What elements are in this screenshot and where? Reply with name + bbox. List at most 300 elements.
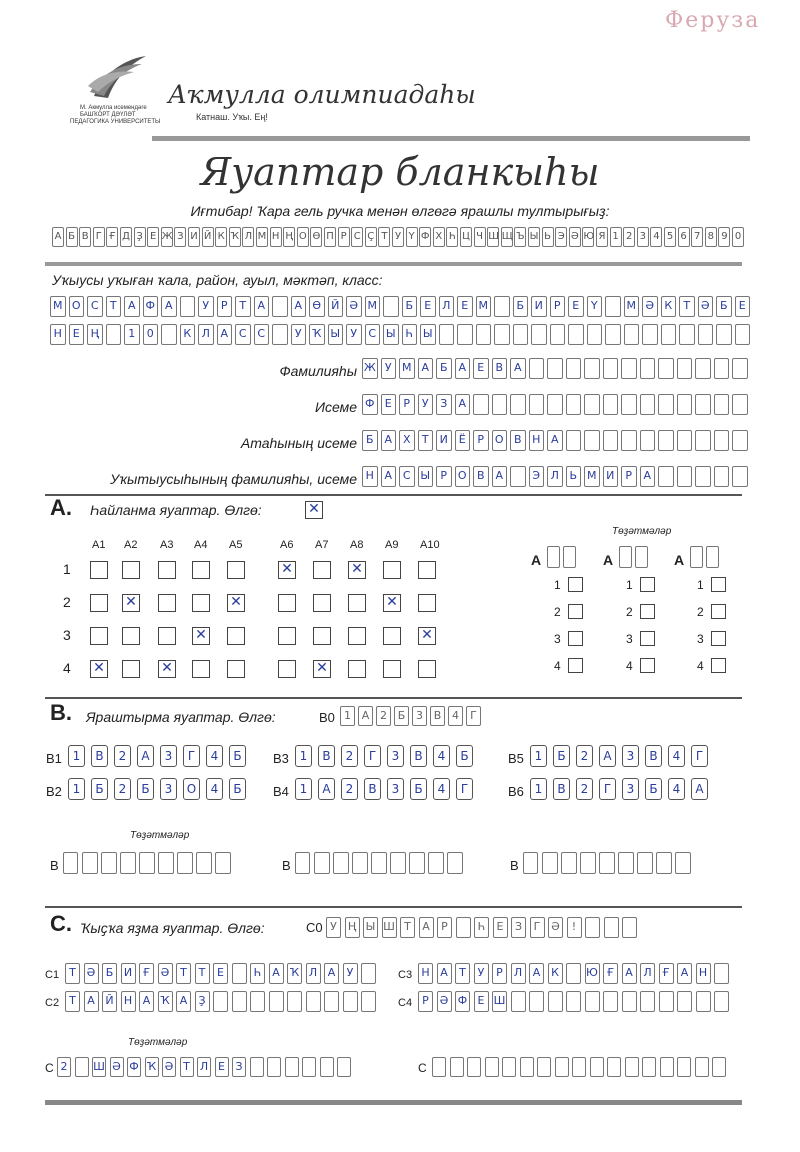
field-cell[interactable]: Ё (455, 430, 471, 451)
school-cell[interactable] (568, 324, 584, 345)
short-answer-cell[interactable] (287, 991, 302, 1012)
match-cell[interactable]: Б (137, 778, 154, 800)
short-answer-cell[interactable]: Т (455, 963, 470, 984)
school-cell[interactable]: С (235, 324, 251, 345)
match-cell[interactable]: Г (183, 745, 200, 767)
field-cell[interactable] (658, 430, 674, 451)
correction-cell[interactable] (158, 852, 174, 874)
short-answer-cell[interactable] (269, 991, 284, 1012)
short-answer-cell[interactable] (511, 991, 526, 1012)
correction-cell[interactable] (177, 852, 193, 874)
school-cell[interactable] (161, 324, 177, 345)
field-cell[interactable]: Н (362, 466, 378, 487)
field-cell[interactable] (640, 430, 656, 451)
match-cell[interactable]: Б (229, 745, 246, 767)
short-answer-cell[interactable]: Е (213, 963, 228, 984)
answer-checkbox[interactable]: ✕ (158, 660, 176, 678)
short-answer-cell[interactable] (566, 963, 581, 984)
answer-checkbox[interactable] (418, 660, 436, 678)
correction-cell[interactable] (314, 852, 330, 874)
school-cell[interactable]: А (254, 296, 270, 317)
short-answer-cell[interactable] (213, 991, 228, 1012)
match-cell[interactable]: В (364, 778, 381, 800)
match-cell[interactable]: А (137, 745, 154, 767)
correction-cell[interactable] (690, 546, 703, 568)
answer-checkbox[interactable]: ✕ (418, 627, 436, 645)
answer-checkbox[interactable] (158, 594, 176, 612)
school-cell[interactable]: С (87, 296, 103, 317)
correction-checkbox[interactable] (568, 577, 583, 592)
school-cell[interactable] (494, 324, 510, 345)
school-line-2[interactable] (50, 324, 760, 348)
correction-cell[interactable] (599, 852, 615, 874)
correction-cell[interactable] (447, 852, 463, 874)
match-cell[interactable]: Г (599, 778, 616, 800)
match-cell[interactable]: 1 (295, 745, 312, 767)
correction-cell[interactable] (82, 852, 98, 874)
correction-cell[interactable] (520, 1057, 534, 1077)
school-cell[interactable] (272, 296, 288, 317)
match-cell[interactable]: 1 (530, 745, 547, 767)
school-cell[interactable]: Р (550, 296, 566, 317)
match-cell[interactable]: 4 (668, 745, 685, 767)
field-cell[interactable] (714, 394, 730, 415)
correction-cell[interactable] (101, 852, 117, 874)
school-cell[interactable] (180, 296, 196, 317)
school-cell[interactable]: Е (568, 296, 584, 317)
answer-checkbox[interactable]: ✕ (313, 660, 331, 678)
short-answer-cell[interactable]: Ғ (659, 963, 674, 984)
field-cell[interactable]: Ы (418, 466, 434, 487)
match-cell[interactable]: 2 (114, 778, 131, 800)
school-cell[interactable] (383, 296, 399, 317)
answer-checkbox[interactable] (158, 627, 176, 645)
match-cell[interactable]: 1 (68, 745, 85, 767)
correction-cell[interactable] (215, 852, 231, 874)
field-cell[interactable]: Н (529, 430, 545, 451)
short-answer-cell[interactable] (714, 991, 729, 1012)
short-answer-cell[interactable]: Р (418, 991, 433, 1012)
match-cell[interactable]: А (318, 778, 335, 800)
school-cell[interactable]: Ф (143, 296, 159, 317)
correction-checkbox[interactable] (640, 577, 655, 592)
correction-cell[interactable] (619, 546, 632, 568)
answer-checkbox[interactable] (348, 660, 366, 678)
short-answer-cell[interactable] (548, 991, 563, 1012)
correction-checkbox[interactable] (568, 631, 583, 646)
field-cell[interactable] (695, 394, 711, 415)
match-cell[interactable]: Г (691, 745, 708, 767)
section-b-corrections[interactable] (0, 852, 800, 882)
school-cell[interactable] (106, 324, 122, 345)
school-cell[interactable] (642, 324, 658, 345)
short-answer-cell[interactable]: Б (102, 963, 117, 984)
short-answer-cell[interactable] (232, 963, 247, 984)
section-a-grid[interactable] (0, 530, 800, 690)
match-cell[interactable]: 3 (622, 778, 639, 800)
field-cell[interactable] (529, 358, 545, 379)
short-answer-cell[interactable]: Р (492, 963, 507, 984)
match-cell[interactable]: 1 (68, 778, 85, 800)
field-cell[interactable] (621, 394, 637, 415)
short-answer-cell[interactable] (250, 991, 265, 1012)
field-cell[interactable] (603, 358, 619, 379)
short-answer-cell[interactable]: Н (696, 963, 711, 984)
field-cell[interactable] (473, 394, 489, 415)
school-cell[interactable] (661, 324, 677, 345)
short-answer-cell[interactable]: Л (640, 963, 655, 984)
field-cell[interactable]: Л (547, 466, 563, 487)
answer-checkbox[interactable]: ✕ (192, 627, 210, 645)
field-cell[interactable]: У (381, 358, 397, 379)
field-cell[interactable] (658, 358, 674, 379)
answer-checkbox[interactable] (192, 660, 210, 678)
short-answer-cell[interactable]: Т (176, 963, 191, 984)
answer-checkbox[interactable] (122, 561, 140, 579)
short-answer-cell[interactable]: Ш (492, 991, 507, 1012)
correction-cell[interactable] (432, 1057, 446, 1077)
school-cell[interactable]: С (365, 324, 381, 345)
correction-checkbox[interactable] (711, 658, 726, 673)
field-cell[interactable] (677, 430, 693, 451)
field-cell[interactable]: А (640, 466, 656, 487)
correction-cell[interactable] (561, 852, 577, 874)
school-cell[interactable] (679, 324, 695, 345)
correction-cell[interactable] (555, 1057, 569, 1077)
field-cell[interactable]: А (455, 394, 471, 415)
answer-checkbox[interactable] (313, 561, 331, 579)
match-cell[interactable]: 1 (295, 778, 312, 800)
match-cell[interactable]: Б (456, 745, 473, 767)
school-cell[interactable] (605, 324, 621, 345)
short-answer-cell[interactable]: Ҡ (158, 991, 173, 1012)
field-cell[interactable] (510, 466, 526, 487)
field-cell[interactable]: С (399, 466, 415, 487)
field-cell[interactable] (677, 394, 693, 415)
match-cell[interactable]: 3 (622, 745, 639, 767)
school-cell[interactable]: Н (50, 324, 66, 345)
correction-cell[interactable] (607, 1057, 621, 1077)
field-cell[interactable] (621, 358, 637, 379)
school-cell[interactable]: Ө (309, 296, 325, 317)
correction-checkbox[interactable] (711, 604, 726, 619)
school-cell[interactable]: Й (328, 296, 344, 317)
short-answer-cell[interactable]: Ю (585, 963, 600, 984)
school-cell[interactable]: Һ (402, 324, 418, 345)
match-cell[interactable]: В (553, 778, 570, 800)
short-answer-cell[interactable] (361, 963, 376, 984)
school-cell[interactable] (698, 324, 714, 345)
answer-checkbox[interactable] (383, 561, 401, 579)
school-cell[interactable] (439, 324, 455, 345)
answer-checkbox[interactable] (90, 594, 108, 612)
answer-checkbox[interactable]: ✕ (383, 594, 401, 612)
short-answer-cell[interactable]: Л (511, 963, 526, 984)
field-cell[interactable]: В (492, 358, 508, 379)
correction-cell[interactable] (285, 1057, 299, 1077)
correction-cell[interactable] (371, 852, 387, 874)
field-cell[interactable]: А (381, 466, 397, 487)
school-cell[interactable]: М (365, 296, 381, 317)
correction-cell[interactable] (572, 1057, 586, 1077)
short-answer-cell[interactable]: Ә (84, 963, 99, 984)
correction-checkbox[interactable] (711, 577, 726, 592)
short-answer-cell[interactable] (306, 991, 321, 1012)
correction-checkbox[interactable] (640, 604, 655, 619)
school-cell[interactable]: К (661, 296, 677, 317)
field-cell[interactable]: Т (418, 430, 434, 451)
short-answer-cell[interactable]: Т (65, 991, 80, 1012)
short-answer-cell[interactable]: А (324, 963, 339, 984)
field-cell[interactable] (640, 358, 656, 379)
school-cell[interactable]: Т (106, 296, 122, 317)
match-cell[interactable]: Б (410, 778, 427, 800)
correction-cell[interactable]: Е (215, 1057, 229, 1077)
field-cell[interactable]: А (418, 358, 434, 379)
correction-cell[interactable] (267, 1057, 281, 1077)
correction-cell[interactable] (618, 852, 634, 874)
school-cell[interactable] (587, 324, 603, 345)
correction-cell[interactable] (677, 1057, 691, 1077)
short-answer-cell[interactable]: Ф (455, 991, 470, 1012)
correction-cell[interactable] (250, 1057, 264, 1077)
answer-checkbox[interactable] (158, 561, 176, 579)
answer-checkbox[interactable] (192, 594, 210, 612)
field-cell[interactable] (714, 430, 730, 451)
school-cell[interactable]: Ы (328, 324, 344, 345)
correction-cell[interactable] (450, 1057, 464, 1077)
short-answer-cell[interactable] (324, 991, 339, 1012)
school-cell[interactable]: А (124, 296, 140, 317)
school-cell[interactable]: Ы (420, 324, 436, 345)
match-cell[interactable]: Г (364, 745, 381, 767)
field-cell[interactable]: В (510, 430, 526, 451)
school-cell[interactable]: С (254, 324, 270, 345)
section-b-answers[interactable] (0, 745, 800, 815)
answer-checkbox[interactable] (90, 627, 108, 645)
correction-cell[interactable] (502, 1057, 516, 1077)
correction-cell[interactable]: Л (197, 1057, 211, 1077)
answer-checkbox[interactable] (90, 561, 108, 579)
section-c-answers[interactable] (0, 963, 800, 1023)
section-c-corrections[interactable] (0, 1057, 800, 1083)
correction-cell[interactable] (63, 852, 78, 874)
short-answer-cell[interactable]: Н (418, 963, 433, 984)
field-cell[interactable] (695, 430, 711, 451)
short-answer-cell[interactable] (696, 991, 711, 1012)
field-cell[interactable] (677, 466, 693, 487)
correction-cell[interactable]: Ш (92, 1057, 106, 1077)
short-answer-cell[interactable]: А (677, 963, 692, 984)
field-cell[interactable] (714, 466, 730, 487)
field-cell[interactable] (603, 394, 619, 415)
correction-cell[interactable] (337, 1057, 351, 1077)
field-cell[interactable]: А (547, 430, 563, 451)
short-answer-cell[interactable]: Т (195, 963, 210, 984)
field-cell[interactable] (510, 394, 526, 415)
field-cell[interactable]: В (473, 466, 489, 487)
correction-cell[interactable]: Ҡ (145, 1057, 159, 1077)
school-cell[interactable]: Е (457, 296, 473, 317)
match-cell[interactable]: Б (553, 745, 570, 767)
correction-cell[interactable] (675, 852, 691, 874)
answer-checkbox[interactable] (278, 627, 296, 645)
correction-cell[interactable] (467, 1057, 481, 1077)
field-cell[interactable] (658, 466, 674, 487)
field-cell[interactable]: Р (399, 394, 415, 415)
short-answer-cell[interactable]: А (139, 991, 154, 1012)
correction-cell[interactable] (547, 546, 560, 568)
field-cell[interactable]: И (603, 466, 619, 487)
school-cell[interactable] (494, 296, 510, 317)
school-cell[interactable]: Л (198, 324, 214, 345)
school-cell[interactable] (476, 324, 492, 345)
answer-checkbox[interactable] (122, 627, 140, 645)
match-cell[interactable]: 4 (206, 778, 223, 800)
short-answer-cell[interactable] (343, 991, 358, 1012)
short-answer-cell[interactable] (232, 991, 247, 1012)
school-cell[interactable]: 1 (124, 324, 140, 345)
correction-cell[interactable] (352, 852, 368, 874)
field-cell[interactable] (547, 358, 563, 379)
match-cell[interactable]: 2 (114, 745, 131, 767)
field-cell[interactable]: И (436, 430, 452, 451)
school-cell[interactable] (735, 324, 751, 345)
correction-cell[interactable] (580, 852, 596, 874)
school-cell[interactable]: Л (439, 296, 455, 317)
field-cell[interactable]: М (399, 358, 415, 379)
short-answer-cell[interactable]: Ғ (139, 963, 154, 984)
school-cell[interactable]: У (291, 324, 307, 345)
match-cell[interactable]: 4 (206, 745, 223, 767)
school-cell[interactable] (550, 324, 566, 345)
correction-cell[interactable] (542, 852, 558, 874)
correction-cell[interactable] (656, 852, 672, 874)
short-answer-cell[interactable]: Й (102, 991, 117, 1012)
school-cell[interactable]: У (198, 296, 214, 317)
short-answer-cell[interactable]: И (121, 963, 136, 984)
school-cell[interactable]: 0 (143, 324, 159, 345)
correction-checkbox[interactable] (640, 631, 655, 646)
school-cell[interactable]: А (217, 324, 233, 345)
field-cell[interactable]: Ф (362, 394, 378, 415)
answer-checkbox[interactable]: ✕ (227, 594, 245, 612)
short-answer-cell[interactable]: Л (306, 963, 321, 984)
answer-checkbox[interactable] (348, 627, 366, 645)
field-cell[interactable]: Р (473, 430, 489, 451)
answer-checkbox[interactable] (313, 594, 331, 612)
school-line-1[interactable] (50, 296, 760, 320)
school-cell[interactable]: Е (420, 296, 436, 317)
school-cell[interactable]: О (69, 296, 85, 317)
match-cell[interactable]: В (318, 745, 335, 767)
field-cell[interactable]: А (492, 466, 508, 487)
match-cell[interactable]: 3 (160, 745, 177, 767)
short-answer-cell[interactable]: А (437, 963, 452, 984)
match-cell[interactable]: 3 (387, 745, 404, 767)
match-cell[interactable]: 2 (341, 745, 358, 767)
correction-cell[interactable] (706, 546, 719, 568)
answer-checkbox[interactable]: ✕ (122, 594, 140, 612)
field-cell[interactable]: О (455, 466, 471, 487)
short-answer-cell[interactable] (585, 991, 600, 1012)
short-answer-cell[interactable]: А (84, 991, 99, 1012)
school-cell[interactable]: Б (513, 296, 529, 317)
field-cell[interactable]: Ж (362, 358, 378, 379)
school-cell[interactable]: А (291, 296, 307, 317)
correction-cell[interactable]: 2 (57, 1057, 71, 1077)
school-cell[interactable]: Е (69, 324, 85, 345)
field-cell[interactable] (695, 358, 711, 379)
correction-cell[interactable] (302, 1057, 316, 1077)
field-cell[interactable]: А (455, 358, 471, 379)
field-cell[interactable] (732, 358, 748, 379)
field-cell[interactable] (640, 394, 656, 415)
answer-checkbox[interactable] (192, 561, 210, 579)
match-cell[interactable]: 4 (433, 778, 450, 800)
match-cell[interactable]: 2 (576, 778, 593, 800)
school-cell[interactable] (605, 296, 621, 317)
match-cell[interactable]: В (410, 745, 427, 767)
field-cell[interactable] (584, 358, 600, 379)
field-cell[interactable]: Е (381, 394, 397, 415)
short-answer-cell[interactable]: Ҡ (287, 963, 302, 984)
field-cells[interactable] (362, 430, 762, 452)
school-cell[interactable]: Ң (87, 324, 103, 345)
match-cell[interactable]: Б (91, 778, 108, 800)
short-answer-cell[interactable] (622, 991, 637, 1012)
school-cell[interactable] (513, 324, 529, 345)
school-cell[interactable]: Ә (698, 296, 714, 317)
field-cell[interactable] (566, 358, 582, 379)
correction-cell[interactable] (390, 852, 406, 874)
match-cell[interactable]: Г (456, 778, 473, 800)
school-cell[interactable]: Т (679, 296, 695, 317)
correction-cell[interactable] (333, 852, 349, 874)
correction-checkbox[interactable] (711, 631, 726, 646)
match-cell[interactable]: А (691, 778, 708, 800)
field-cell[interactable]: А (510, 358, 526, 379)
answer-checkbox[interactable] (227, 660, 245, 678)
correction-cell[interactable] (139, 852, 155, 874)
field-cell[interactable] (566, 394, 582, 415)
match-cell[interactable]: А (599, 745, 616, 767)
match-cell[interactable]: 2 (576, 745, 593, 767)
correction-cell[interactable] (563, 546, 576, 568)
answer-checkbox[interactable] (227, 561, 245, 579)
field-cell[interactable] (714, 358, 730, 379)
short-answer-cell[interactable] (603, 991, 618, 1012)
school-cell[interactable]: Б (402, 296, 418, 317)
field-cell[interactable] (658, 394, 674, 415)
short-answer-cell[interactable]: У (343, 963, 358, 984)
short-answer-cell[interactable] (640, 991, 655, 1012)
field-cell[interactable] (603, 430, 619, 451)
field-cell[interactable]: Ь (566, 466, 582, 487)
correction-cell[interactable]: Ә (110, 1057, 124, 1077)
school-cell[interactable] (457, 324, 473, 345)
correction-cell[interactable] (695, 1057, 709, 1077)
short-answer-cell[interactable]: Ә (437, 991, 452, 1012)
short-answer-cell[interactable]: А (622, 963, 637, 984)
answer-checkbox[interactable] (383, 660, 401, 678)
field-cell[interactable] (547, 394, 563, 415)
correction-cell[interactable] (637, 852, 653, 874)
short-answer-cell[interactable]: У (474, 963, 489, 984)
short-answer-cell[interactable]: Н (121, 991, 136, 1012)
correction-checkbox[interactable] (640, 658, 655, 673)
correction-cell[interactable] (635, 546, 648, 568)
